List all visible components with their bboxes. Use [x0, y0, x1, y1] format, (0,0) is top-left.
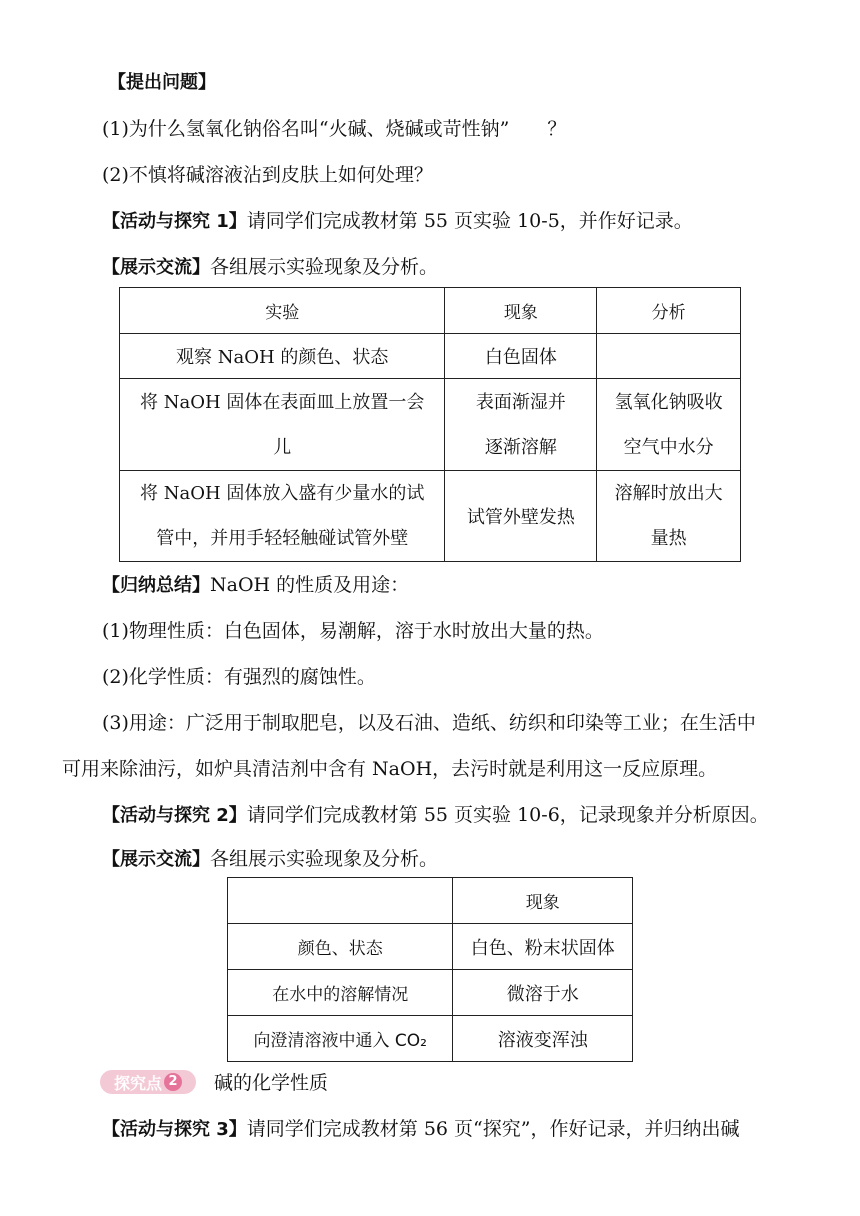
summary-text: NaOH 的性质及用途： [210, 574, 410, 596]
table2-row-label: 在水中的溶解情况 [228, 970, 453, 1016]
show-exchange-1-text: 各组展示实验现象及分析。 [210, 256, 439, 278]
table-row [120, 379, 741, 471]
table1-cell-line: 表面渐湿并 [475, 391, 566, 413]
show-exchange-1 [102, 254, 438, 281]
activity-3-label: 【活动与探究 3】 [102, 1119, 247, 1140]
table1-cell [597, 471, 741, 562]
table1-header-experiment: 实验 [120, 288, 445, 334]
activity-2-label: 【活动与探究 2】 [102, 805, 247, 826]
table1-cell-line: 将 NaOH 固体在表面皿上放置一会 [140, 391, 425, 413]
table2-cell: 溶液变浑浊 [453, 1016, 633, 1062]
explore-point-number: 2 [164, 1073, 182, 1091]
question-2: (2)不慎将碱溶液沾到皮肤上如何处理？ [102, 164, 433, 186]
table1-cell [120, 471, 445, 562]
table1-cell: 白色固体 [445, 334, 597, 379]
activity-2 [102, 802, 769, 829]
activity-3 [102, 1116, 739, 1143]
property-chemical: (2)化学性质：有强烈的腐蚀性。 [102, 666, 376, 688]
table2-header-blank [228, 878, 453, 924]
property-physical: (1)物理性质：白色固体，易潮解，溶于水时放出大量的热。 [102, 620, 604, 642]
table1-cell-line: 儿 [273, 436, 292, 458]
table1-cell-line: 逐渐溶解 [484, 436, 557, 458]
table1-cell-line: 氢氧化钠吸收 [614, 391, 723, 413]
table1-cell [120, 379, 445, 471]
activity-3-text: 请同学们完成教材第 56 页“探究”，作好记录，并归纳出碱 [246, 1118, 740, 1140]
table1-cell-line: 量热 [650, 528, 687, 549]
table1-cell-line: 溶解时放出大 [614, 483, 723, 504]
table-row [228, 924, 633, 970]
table2-cell: 白色、粉末状固体 [453, 924, 633, 970]
table1-cell [597, 334, 741, 379]
table1-header-analysis: 分析 [597, 288, 741, 334]
table1-cell-line: 空气中水分 [623, 436, 714, 458]
point-2-title: 碱的化学性质 [214, 1072, 329, 1094]
table2-row-label: 向澄清溶液中通入 CO₂ [228, 1016, 453, 1062]
activity-2-text: 请同学们完成教材第 55 页实验 10-6，记录现象并分析原因。 [246, 804, 769, 826]
experiment-table-2 [227, 877, 633, 1062]
summary [102, 572, 409, 599]
table1-cell: 试管外壁发热 [445, 471, 597, 562]
activity-1 [102, 208, 693, 235]
table-row [228, 970, 633, 1016]
summary-label: 【归纳总结】 [102, 575, 210, 596]
table1-cell [445, 379, 597, 471]
table2-row-label: 颜色、状态 [228, 924, 453, 970]
show-exchange-2-text: 各组展示实验现象及分析。 [210, 848, 439, 870]
question-1: (1)为什么氢氧化钠俗名叫“火碱、烧碱或苛性钠” ？ [102, 118, 567, 140]
activity-1-label: 【活动与探究 1】 [102, 211, 247, 232]
table-row [120, 471, 741, 562]
show-exchange-1-label: 【展示交流】 [102, 257, 210, 278]
table-row [228, 1016, 633, 1062]
table1-cell [597, 379, 741, 471]
uses-line-1: (3)用途：广泛用于制取肥皂，以及石油、造纸、纺织和印染等工业；在生活中 [102, 712, 756, 734]
show-exchange-2-label: 【展示交流】 [102, 849, 210, 870]
table-row [120, 334, 741, 379]
raise-question-heading: 【提出问题】 [108, 72, 216, 93]
table1-cell-line: 管中，并用手轻轻触碰试管外壁 [156, 528, 409, 549]
table2-header-phenomenon: 现象 [453, 878, 633, 924]
experiment-table-1 [119, 287, 741, 562]
explore-point-badge [100, 1070, 196, 1094]
explore-point-badge-text: 探究点 [113, 1073, 162, 1093]
table2-cell: 微溶于水 [453, 970, 633, 1016]
table1-header-phenomenon: 现象 [445, 288, 597, 334]
show-exchange-2 [102, 846, 438, 873]
activity-1-text: 请同学们完成教材第 55 页实验 10-5，并作好记录。 [246, 210, 693, 232]
uses-line-2: 可用来除油污，如炉具清洁剂中含有 NaOH，去污时就是利用这一反应原理。 [62, 758, 718, 780]
table1-cell-line: 将 NaOH 固体放入盛有少量水的试 [140, 483, 425, 504]
table1-cell: 观察 NaOH 的颜色、状态 [120, 334, 445, 379]
